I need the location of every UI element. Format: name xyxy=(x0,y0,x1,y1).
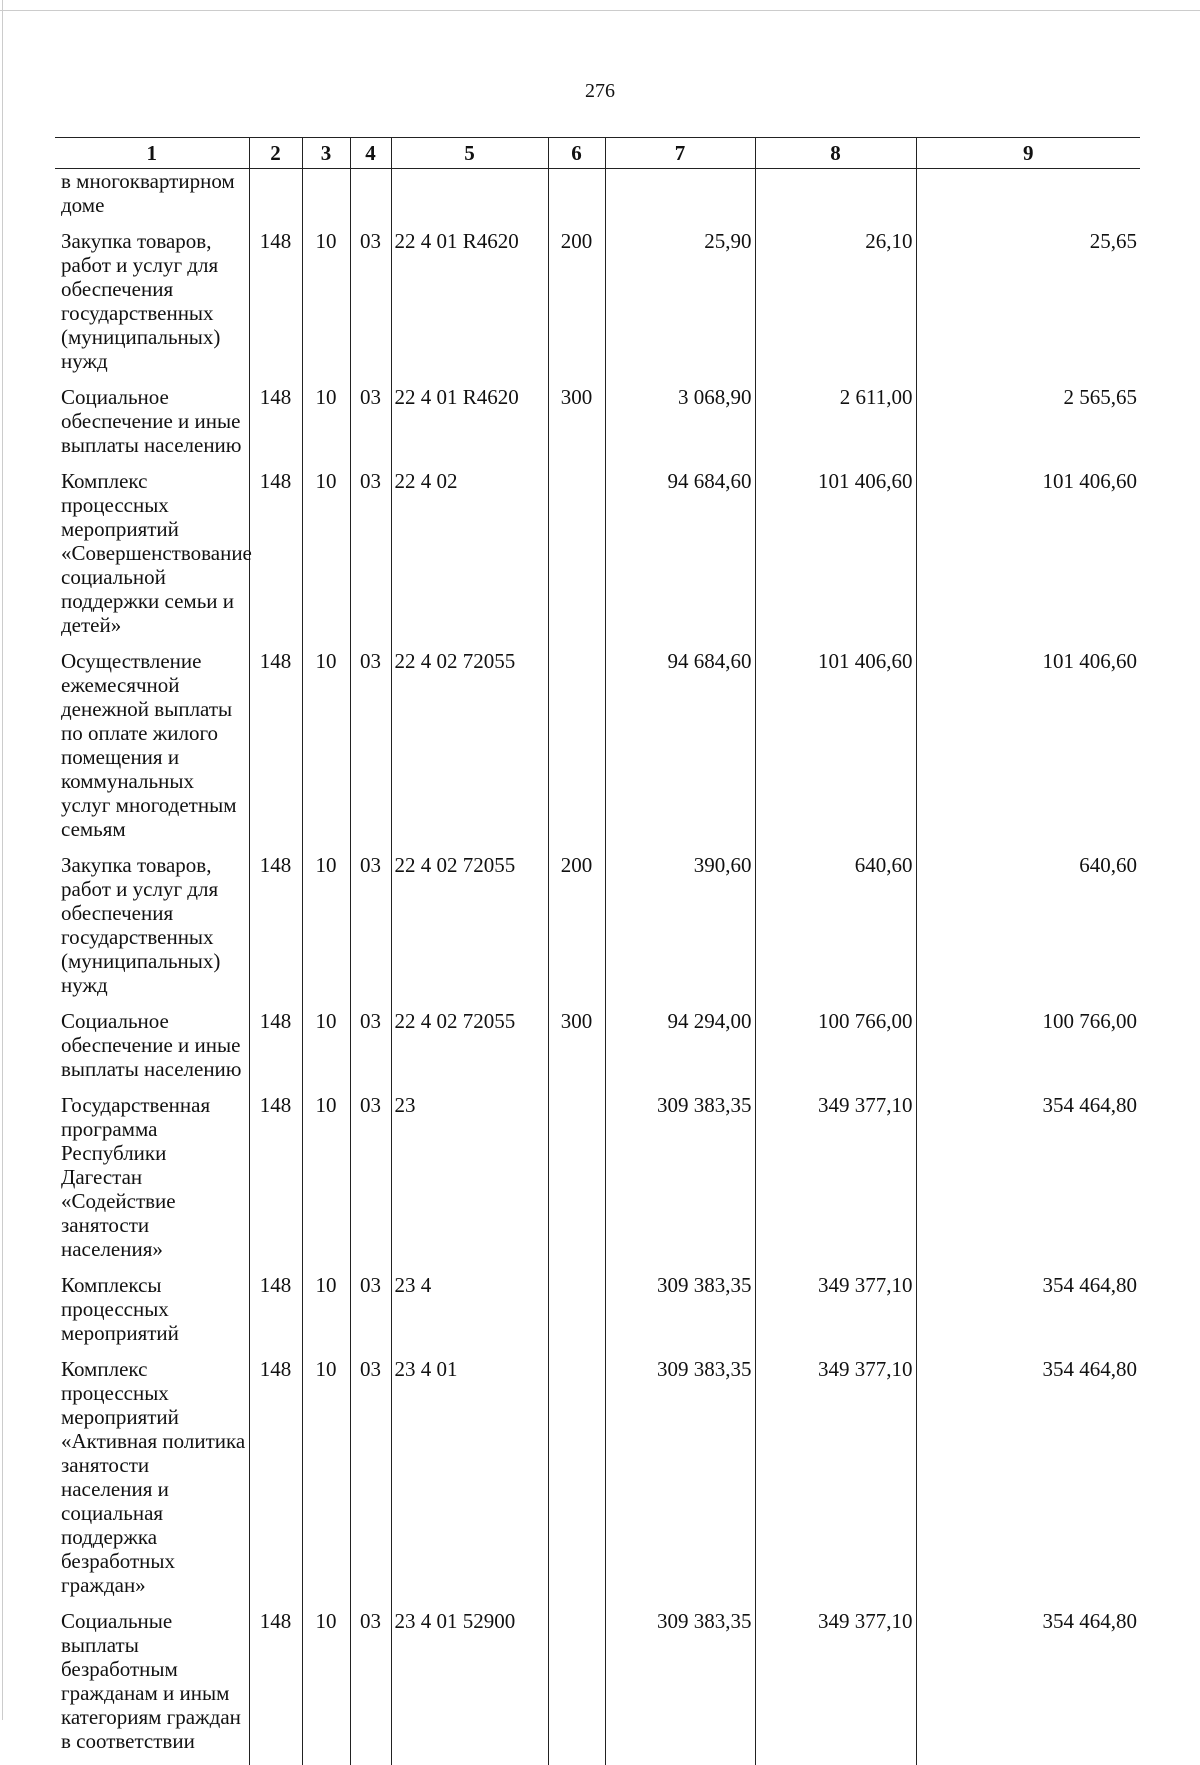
amount-col7-cell: 25,90 xyxy=(605,229,755,385)
section-cell: 10 xyxy=(302,1009,350,1093)
section-cell: 10 xyxy=(302,385,350,469)
header-col-2: 2 xyxy=(249,138,302,169)
amount-col7-cell xyxy=(605,169,755,230)
expense-type-cell xyxy=(548,1357,605,1609)
expense-type-cell xyxy=(548,1609,605,1765)
admin-code-cell: 148 xyxy=(249,229,302,385)
expense-type-cell: 300 xyxy=(548,1009,605,1093)
table-row xyxy=(55,169,1140,230)
subsection-cell: 03 xyxy=(350,1273,391,1357)
admin-code-cell: 148 xyxy=(249,1093,302,1273)
section-cell: 10 xyxy=(302,853,350,1009)
expense-type-cell xyxy=(548,1273,605,1357)
amount-col7-cell: 94 684,60 xyxy=(605,469,755,649)
header-col-9: 9 xyxy=(916,138,1140,169)
header-col-8: 8 xyxy=(755,138,916,169)
amount-col8-cell: 26,10 xyxy=(755,229,916,385)
amount-col8-cell: 2 611,00 xyxy=(755,385,916,469)
target-article-cell: 22 4 01 R4620 xyxy=(391,385,548,469)
amount-col9-cell: 25,65 xyxy=(916,229,1140,385)
amount-col7-cell: 94 684,60 xyxy=(605,649,755,853)
table-body xyxy=(55,169,1140,1765)
section-cell: 10 xyxy=(302,229,350,385)
scan-left-edge xyxy=(2,0,3,1720)
section-cell: 10 xyxy=(302,1273,350,1357)
amount-col7-cell: 94 294,00 xyxy=(605,1009,755,1093)
subsection-cell: 03 xyxy=(350,1093,391,1273)
table-row xyxy=(55,1357,1140,1609)
expense-type-cell xyxy=(548,469,605,649)
budget-table xyxy=(55,137,1140,1765)
amount-col7-cell: 390,60 xyxy=(605,853,755,1009)
table-row xyxy=(55,229,1140,385)
target-article-cell: 22 4 02 72055 xyxy=(391,853,548,1009)
admin-code-cell: 148 xyxy=(249,469,302,649)
section-cell: 10 xyxy=(302,1093,350,1273)
admin-code-cell: 148 xyxy=(249,385,302,469)
amount-col9-cell: 354 464,80 xyxy=(916,1609,1140,1765)
section-cell: 10 xyxy=(302,1357,350,1609)
target-article-cell: 23 4 xyxy=(391,1273,548,1357)
subsection-cell: 03 xyxy=(350,469,391,649)
amount-col8-cell xyxy=(755,169,916,230)
table-row xyxy=(55,1609,1140,1765)
amount-col7-cell: 3 068,90 xyxy=(605,385,755,469)
target-article-cell: 23 4 01 xyxy=(391,1357,548,1609)
admin-code-cell: 148 xyxy=(249,649,302,853)
amount-col9-cell: 354 464,80 xyxy=(916,1093,1140,1273)
subsection-cell: 03 xyxy=(350,1609,391,1765)
row-name-cell: Комплекс процессных мероприятий «Совершенствование социальной поддержки семьи и детей» xyxy=(55,469,249,649)
expense-type-cell: 300 xyxy=(548,385,605,469)
amount-col8-cell: 100 766,00 xyxy=(755,1009,916,1093)
target-article-cell: 22 4 02 72055 xyxy=(391,1009,548,1093)
table-row xyxy=(55,649,1140,853)
target-article-cell: 22 4 02 xyxy=(391,469,548,649)
amount-col9-cell: 354 464,80 xyxy=(916,1273,1140,1357)
header-col-6: 6 xyxy=(548,138,605,169)
target-article-cell: 22 4 02 72055 xyxy=(391,649,548,853)
expense-type-cell xyxy=(548,169,605,230)
admin-code-cell: 148 xyxy=(249,1273,302,1357)
amount-col8-cell: 101 406,60 xyxy=(755,649,916,853)
subsection-cell: 03 xyxy=(350,649,391,853)
amount-col9-cell: 101 406,60 xyxy=(916,469,1140,649)
amount-col8-cell: 349 377,10 xyxy=(755,1273,916,1357)
subsection-cell: 03 xyxy=(350,229,391,385)
section-cell: 10 xyxy=(302,1609,350,1765)
row-name-cell: Социальные выплаты безработным гражданам и иным категориям граждан в соответствии xyxy=(55,1609,249,1765)
admin-code-cell: 148 xyxy=(249,1357,302,1609)
table-row xyxy=(55,1273,1140,1357)
row-name-cell: Государственная программа Республики Дагестан «Содействие занятости населения» xyxy=(55,1093,249,1273)
expense-type-cell: 200 xyxy=(548,229,605,385)
amount-col7-cell: 309 383,35 xyxy=(605,1609,755,1765)
section-cell: 10 xyxy=(302,469,350,649)
amount-col9-cell: 354 464,80 xyxy=(916,1357,1140,1609)
table-row xyxy=(55,1093,1140,1273)
amount-col8-cell: 349 377,10 xyxy=(755,1609,916,1765)
subsection-cell xyxy=(350,169,391,230)
expense-type-cell: 200 xyxy=(548,853,605,1009)
table-row xyxy=(55,853,1140,1009)
header-col-7: 7 xyxy=(605,138,755,169)
row-name-cell: Социальное обеспечение и иные выплаты населению xyxy=(55,1009,249,1093)
section-cell: 10 xyxy=(302,649,350,853)
admin-code-cell xyxy=(249,169,302,230)
row-name-cell: в многоквартирном доме xyxy=(55,169,249,230)
amount-col7-cell: 309 383,35 xyxy=(605,1093,755,1273)
amount-col7-cell: 309 383,35 xyxy=(605,1357,755,1609)
target-article-cell: 23 4 01 52900 xyxy=(391,1609,548,1765)
scan-top-edge xyxy=(0,10,1200,11)
header-col-4: 4 xyxy=(350,138,391,169)
table-row xyxy=(55,469,1140,649)
table-row xyxy=(55,385,1140,469)
amount-col8-cell: 349 377,10 xyxy=(755,1093,916,1273)
target-article-cell: 23 xyxy=(391,1093,548,1273)
amount-col8-cell: 640,60 xyxy=(755,853,916,1009)
row-name-cell: Закупка товаров, работ и услуг для обеспечения государственных (муниципальных) нужд xyxy=(55,853,249,1009)
row-name-cell: Комплексы процессных мероприятий xyxy=(55,1273,249,1357)
amount-col9-cell xyxy=(916,169,1140,230)
target-article-cell: 22 4 01 R4620 xyxy=(391,229,548,385)
table-header-row xyxy=(55,138,1140,169)
subsection-cell: 03 xyxy=(350,853,391,1009)
row-name-cell: Закупка товаров, работ и услуг для обеспечения государственных (муниципальных) нужд xyxy=(55,229,249,385)
amount-col9-cell: 2 565,65 xyxy=(916,385,1140,469)
amount-col8-cell: 101 406,60 xyxy=(755,469,916,649)
admin-code-cell: 148 xyxy=(249,1009,302,1093)
header-col-5: 5 xyxy=(391,138,548,169)
header-col-3: 3 xyxy=(302,138,350,169)
page-number: 276 xyxy=(0,80,1200,103)
amount-col7-cell: 309 383,35 xyxy=(605,1273,755,1357)
row-name-cell: Социальное обеспечение и иные выплаты населению xyxy=(55,385,249,469)
admin-code-cell: 148 xyxy=(249,853,302,1009)
subsection-cell: 03 xyxy=(350,1357,391,1609)
row-name-cell: Комплекс процессных мероприятий «Активная политика занятости населения и социальная поддержка безработных граждан» xyxy=(55,1357,249,1609)
target-article-cell xyxy=(391,169,548,230)
row-name-cell: Осуществление ежемесячной денежной выплаты по оплате жилого помещения и коммунальных услуг многодетным семьям xyxy=(55,649,249,853)
amount-col9-cell: 640,60 xyxy=(916,853,1140,1009)
subsection-cell: 03 xyxy=(350,1009,391,1093)
section-cell xyxy=(302,169,350,230)
expense-type-cell xyxy=(548,649,605,853)
table-row xyxy=(55,1009,1140,1093)
admin-code-cell: 148 xyxy=(249,1609,302,1765)
amount-col9-cell: 100 766,00 xyxy=(916,1009,1140,1093)
header-col-1: 1 xyxy=(55,138,249,169)
subsection-cell: 03 xyxy=(350,385,391,469)
amount-col8-cell: 349 377,10 xyxy=(755,1357,916,1609)
expense-type-cell xyxy=(548,1093,605,1273)
amount-col9-cell: 101 406,60 xyxy=(916,649,1140,853)
